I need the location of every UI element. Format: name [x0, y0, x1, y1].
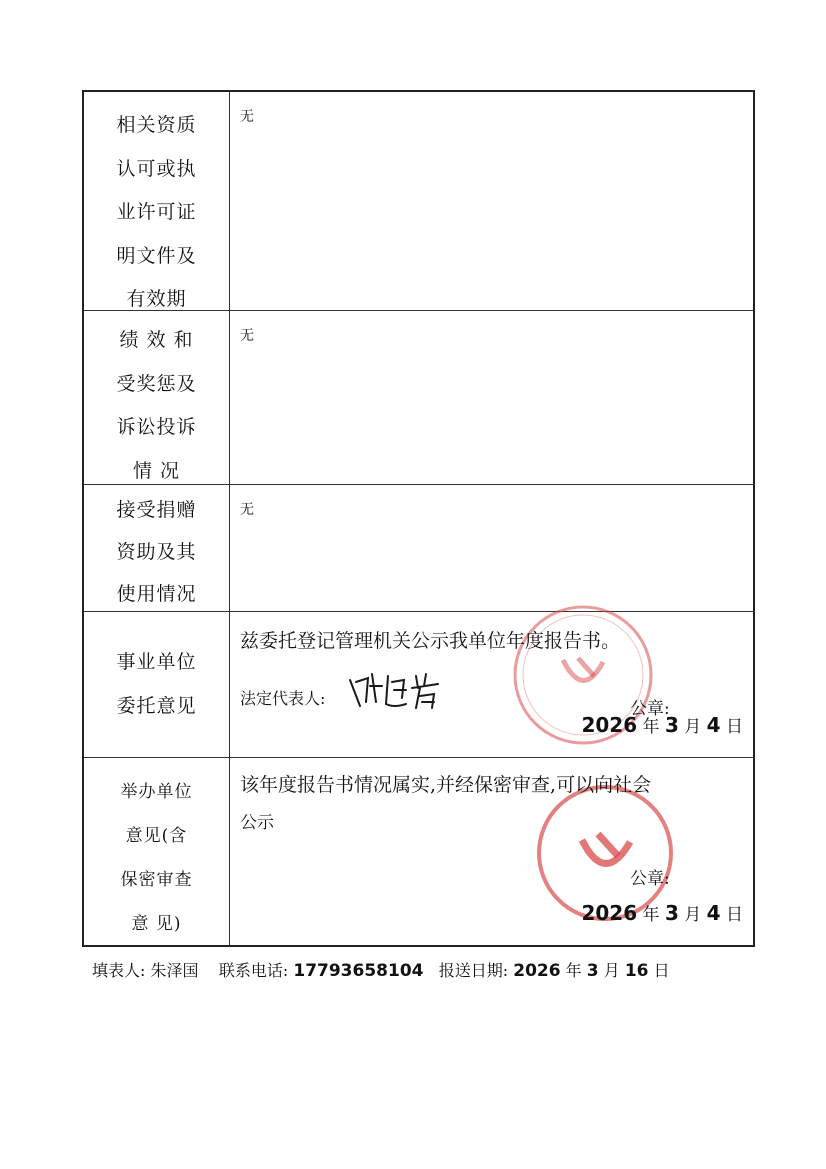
label-line: 意见(含 [125, 826, 188, 846]
filler-name: 朱泽国 [150, 961, 199, 980]
sponsor-row [84, 758, 753, 945]
label-line: 受奖惩及 [116, 372, 197, 395]
label-line: 事业单位 [116, 651, 197, 673]
label-line: 使用情况 [116, 583, 197, 605]
donation-label [84, 485, 230, 611]
label-line: 相关资质 [116, 114, 197, 136]
sponsor-content [230, 758, 753, 945]
signature-icon [346, 668, 450, 712]
donation-value-cell [230, 485, 753, 611]
sponsor-date [581, 900, 743, 925]
date-year: 2026 [581, 901, 638, 925]
sponsor-text: 该年度报告书情况属实,并经保密审查,可以向社会 [240, 774, 652, 796]
entrust-date [581, 712, 743, 737]
submit-day-unit: 日 [653, 961, 670, 980]
form-footer [92, 958, 752, 981]
qualification-row [84, 92, 753, 311]
performance-label [84, 311, 230, 484]
donation-row [84, 485, 753, 612]
sponsor-label [84, 758, 230, 945]
date-day-unit: 日 [726, 905, 743, 925]
qualification-value-cell [230, 92, 753, 310]
phone-number: 17793658104 [293, 961, 424, 981]
label-line: 诉讼投诉 [116, 416, 197, 438]
date-year-unit: 年 [642, 717, 660, 737]
date-day: 4 [706, 901, 721, 925]
donation-value: 无 [240, 502, 254, 518]
sponsor-text-cont: 公示 [240, 813, 274, 833]
label-line: 接受捐赠 [116, 499, 197, 521]
label-line: 绩 效 和 [119, 329, 194, 351]
submit-year: 2026 [513, 961, 561, 981]
submit-month: 3 [586, 961, 599, 981]
date-month-unit: 月 [684, 717, 702, 737]
label-line: 资助及其 [116, 541, 197, 563]
entrust-label [84, 612, 230, 757]
qualification-label [84, 92, 230, 310]
label-line: 举办单位 [120, 782, 193, 802]
date-year-unit: 年 [642, 905, 660, 925]
entrust-content [230, 612, 753, 757]
label-line: 认可或执 [116, 157, 197, 180]
submit-date-label: 报送日期: [438, 961, 509, 980]
qualification-value: 无 [240, 109, 254, 125]
date-month-unit: 月 [684, 905, 702, 925]
filler-label: 填表人: [92, 961, 146, 980]
date-month: 3 [664, 713, 679, 737]
seal-label: 公章: [630, 699, 670, 719]
submit-day: 16 [624, 961, 649, 981]
label-line: 情 况 [132, 459, 181, 482]
performance-value-cell [230, 311, 753, 484]
date-day-unit: 日 [726, 717, 743, 737]
submit-year-unit: 年 [565, 961, 582, 980]
report-table [82, 90, 755, 947]
label-line: 有效期 [126, 288, 187, 310]
label-line: 业许可证 [116, 201, 197, 223]
performance-row [84, 311, 753, 485]
label-line: 委托意见 [116, 695, 197, 717]
performance-value: 无 [240, 328, 254, 344]
label-line: 明文件及 [116, 244, 197, 267]
label-line: 保密审查 [120, 870, 193, 890]
label-line: 意 见) [131, 914, 182, 934]
submit-month-unit: 月 [603, 961, 620, 980]
seal-label: 公章: [630, 869, 670, 889]
legal-rep-label: 法定代表人: [240, 689, 326, 708]
date-day: 4 [706, 713, 721, 737]
phone-label: 联系电话: [218, 961, 289, 980]
date-year: 2026 [581, 713, 638, 737]
entrust-text: 兹委托登记管理机关公示我单位年度报告书。 [240, 630, 621, 652]
date-month: 3 [664, 901, 679, 925]
entrust-row [84, 612, 753, 758]
